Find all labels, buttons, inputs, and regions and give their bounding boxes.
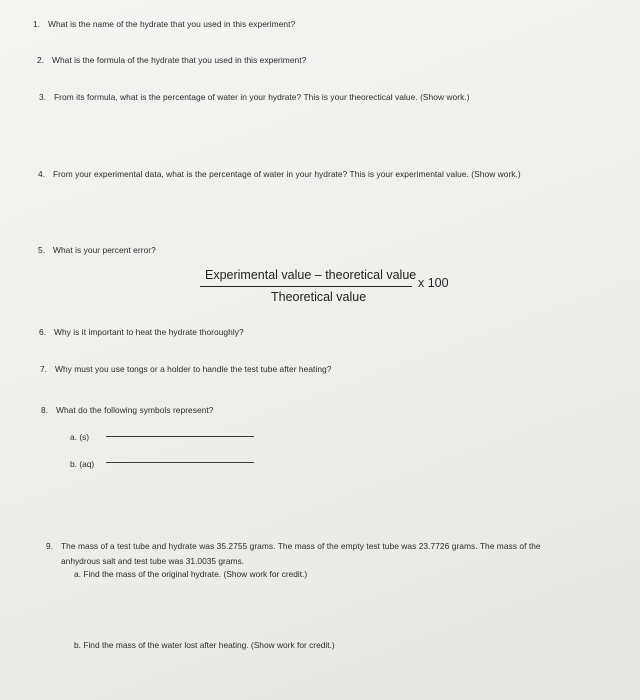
question-number: 6. bbox=[39, 327, 47, 337]
question-7 bbox=[40, 364, 331, 374]
question-text: What do the following symbols represent? bbox=[56, 405, 214, 415]
question-number: 9. bbox=[46, 541, 54, 551]
item-label: a. bbox=[70, 432, 77, 442]
question-number: 3. bbox=[39, 92, 47, 102]
question-9 bbox=[46, 541, 541, 551]
answer-line-a[interactable] bbox=[106, 436, 254, 437]
question-number: 8. bbox=[41, 405, 49, 415]
question-text: What is the name of the hydrate that you used in this experiment? bbox=[48, 19, 296, 29]
question-text: The mass of a test tube and hydrate was 35.2755 grams. The mass of the empty test tube was 23.7726 grams. The mass of the bbox=[61, 541, 541, 551]
question-text: What is the formula of the hydrate that you used in this experiment? bbox=[52, 55, 307, 65]
item-symbol: (s) bbox=[79, 432, 90, 442]
q8-item-b bbox=[70, 459, 94, 469]
part-text: Find the mass of the original hydrate. (Show work for credit.) bbox=[83, 569, 308, 579]
question-5 bbox=[38, 245, 156, 255]
question-4 bbox=[38, 169, 521, 179]
question-3 bbox=[39, 92, 470, 102]
question-text: From its formula, what is the percentage of water in your hydrate? This is your theorectical value. (Show work.) bbox=[54, 92, 470, 102]
question-number: 7. bbox=[40, 364, 48, 374]
part-label: a. bbox=[74, 569, 81, 579]
question-text: Why must you use tongs or a holder to handle the test tube after heating? bbox=[55, 364, 332, 374]
fraction-bar bbox=[200, 286, 412, 287]
question-text: From your experimental data, what is the percentage of water in your hydrate? This is your experimental value. (Show work.) bbox=[53, 169, 521, 179]
question-number: 4. bbox=[38, 169, 46, 179]
item-symbol: (aq) bbox=[79, 459, 95, 469]
item-label: b. bbox=[70, 459, 77, 469]
question-1 bbox=[33, 19, 295, 29]
q9-part-b bbox=[74, 640, 335, 650]
part-text: Find the mass of the water lost after heating. (Show work for credit.) bbox=[83, 640, 335, 650]
question-text: Why is it important to heat the hydrate thoroughly? bbox=[54, 327, 244, 337]
question-8 bbox=[41, 405, 213, 415]
formula-numerator: Experimental value – theoretical value bbox=[205, 268, 417, 282]
question-number: 5. bbox=[38, 245, 46, 255]
question-6 bbox=[39, 327, 244, 337]
formula-denominator: Theoretical value bbox=[271, 290, 367, 304]
question-9-line-2: anhydrous salt and test tube was 31.0035 grams. bbox=[61, 556, 244, 566]
question-number: 2. bbox=[37, 55, 45, 65]
question-2 bbox=[37, 55, 306, 65]
q9-part-a bbox=[74, 569, 307, 579]
q8-item-a bbox=[70, 432, 89, 442]
question-text: What is your percent error? bbox=[53, 245, 156, 255]
formula-multiplier: x 100 bbox=[418, 276, 449, 290]
answer-line-b[interactable] bbox=[106, 462, 254, 463]
part-label: b. bbox=[74, 640, 81, 650]
question-number: 1. bbox=[33, 19, 41, 29]
